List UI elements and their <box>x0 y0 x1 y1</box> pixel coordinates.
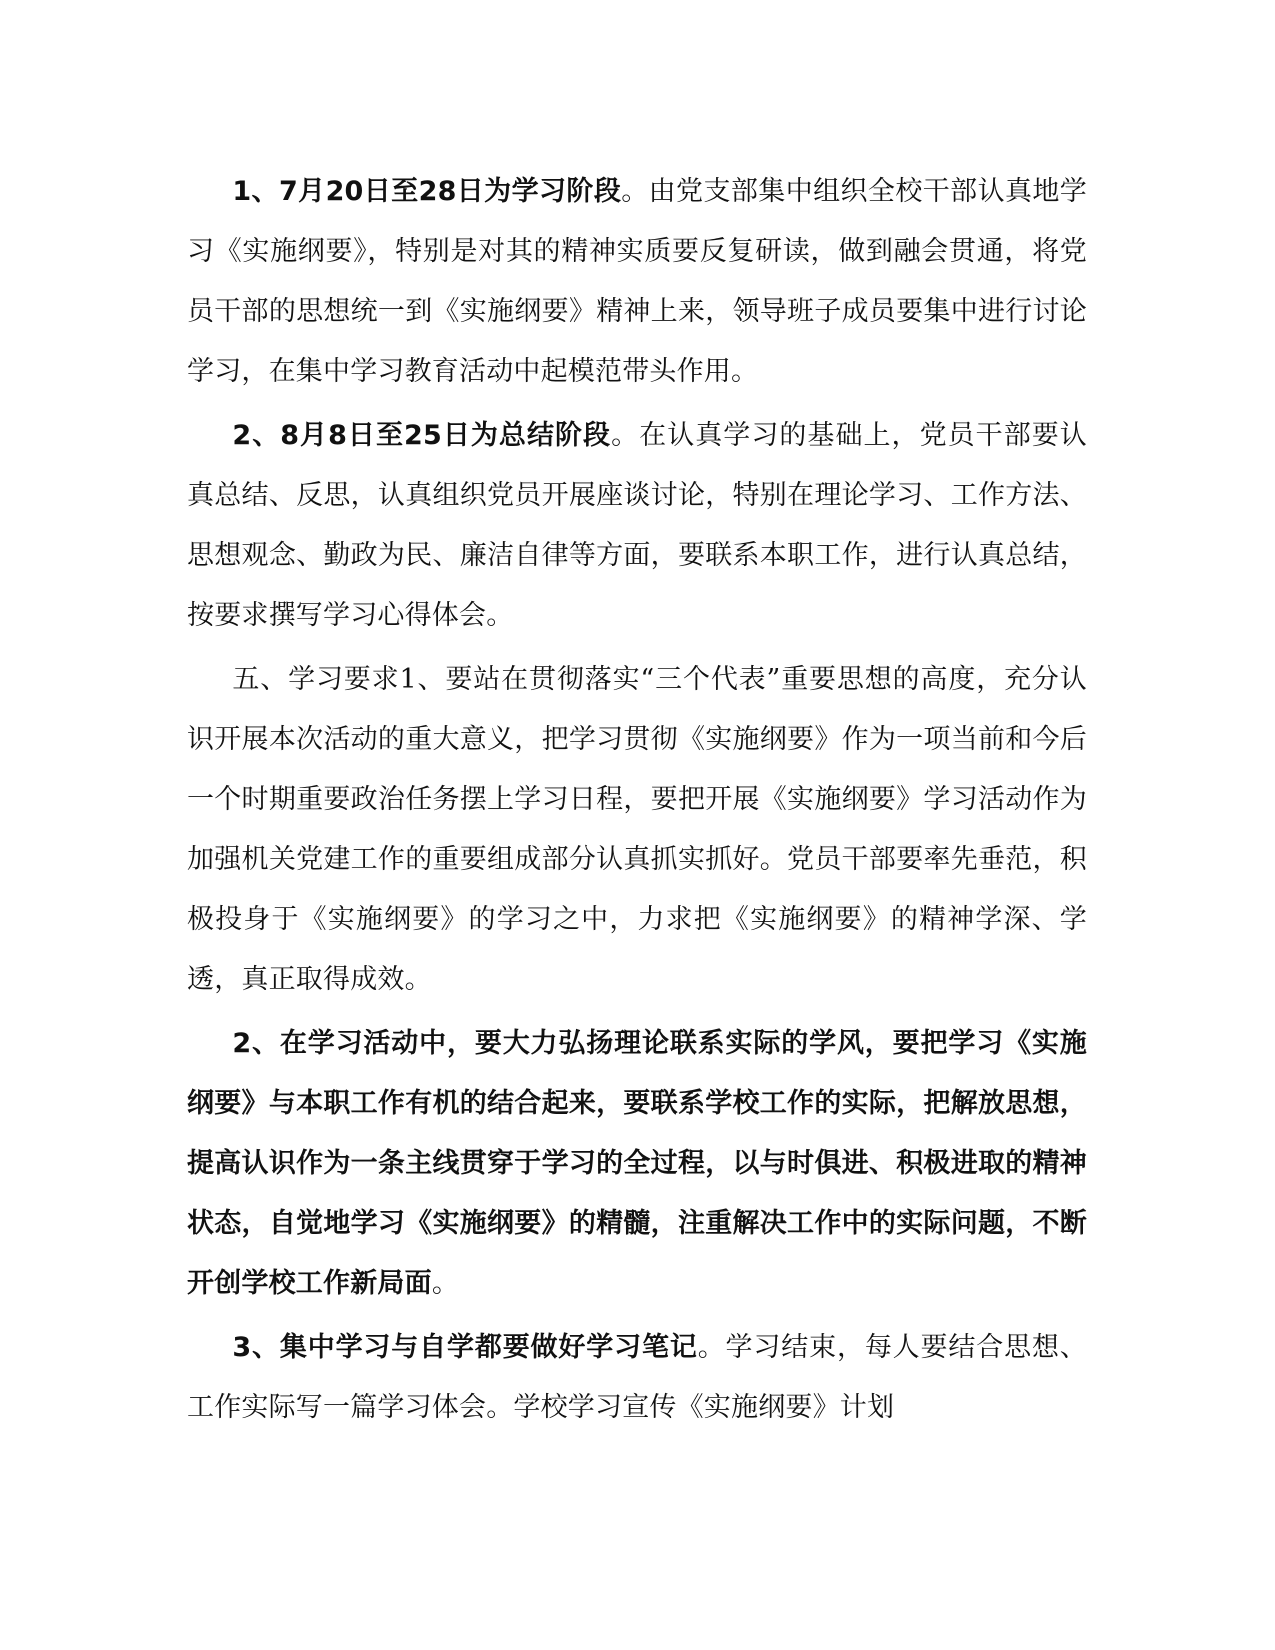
paragraph-summary-stage-lead: 2、8月8日至25日为总结阶段 <box>232 420 612 451</box>
paragraph-requirement-3-text: 。学习结束，每人要结合思想、工作实际写一篇学习体会。学校学习宣传《实施纲要》计划 <box>187 1332 1087 1423</box>
paragraph-study-stage-lead: 1、7月20日至28日为学习阶段 <box>232 176 622 207</box>
paragraph-study-stage <box>187 162 1087 402</box>
paragraph-requirement-3-lead: 3、集中学习与自学都要做好学习笔记 <box>232 1332 698 1363</box>
paragraph-study-stage-text: 。由党支部集中组织全校干部认真地学习《实施纲要》，特别是对其的精神实质要反复研读，做到融会贯通，将党员干部的思想统一到《实施纲要》精神上来，领导班子成员要集中进行讨论学习，在集中学习教育活动中起模范带头作用。 <box>187 176 1088 387</box>
paragraph-summary-stage-text: 。在认真学习的基础上，党员干部要认真总结、反思，认真组织党员开展座谈讨论，特别在理论学习、工作方法、思想观念、勤政为民、廉洁自律等方面，要联系本职工作，进行认真总结，按要求撰写学习心得体会。 <box>187 420 1088 631</box>
paragraph-requirements-text: 五、学习要求1、要站在贯彻落实“三个代表”重要思想的高度，充分认识开展本次活动的重大意义，把学习贯彻《实施纲要》作为一项当前和今后一个时期重要政治任务摆上学习日程，要把开展《实施纲要》学习活动作为加强机关党建工作的重要组成部分认真抓实抓好。党员干部要率先垂范，积极投身于《实施纲要》的学习之中，力求把《实施纲要》的精神学深、学透，真正取得成效。 <box>187 664 1087 995</box>
paragraph-requirement-2 <box>187 1014 1087 1314</box>
paragraph-requirements <box>187 650 1087 1010</box>
document-body <box>187 162 1087 1438</box>
paragraph-requirement-2-lead: 2、在学习活动中，要大力弘扬理论联系实际的学风，要把学习《实施纲要》与本职工作有机的结合起来，要联系学校工作的实际，把解放思想，提高认识作为一条主线贯穿于学习的全过程，以与时俱进、积极进取的精神状态，自觉地学习《实施纲要》的精髓，注重解决工作中的实际问题，不断开创学校工作新局面 <box>187 1028 1087 1299</box>
paragraph-summary-stage <box>187 406 1087 646</box>
paragraph-requirement-3 <box>187 1318 1087 1438</box>
paragraph-requirement-2-text: 。 <box>431 1268 460 1299</box>
